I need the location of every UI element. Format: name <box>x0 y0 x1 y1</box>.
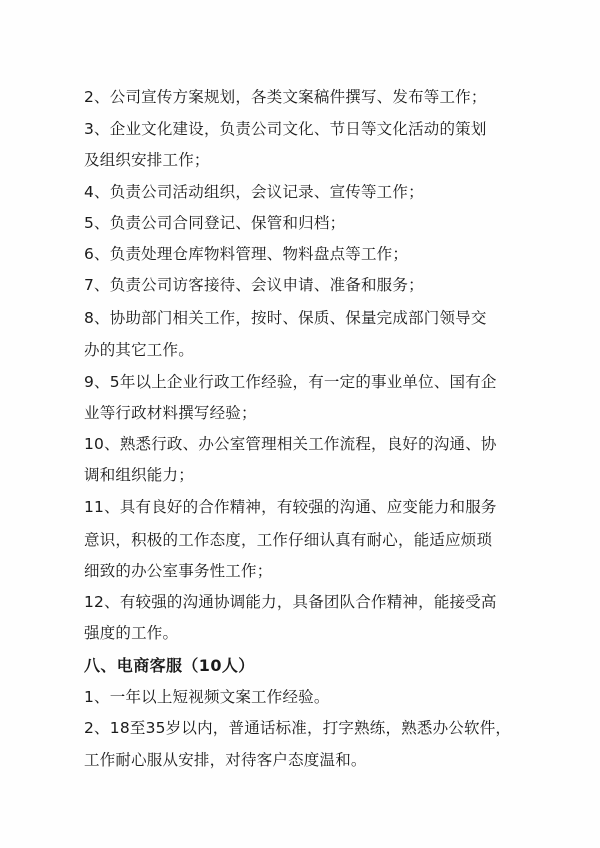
text-line: 调和组织能力； <box>84 466 194 484</box>
text-line: 细致的办公室事务性工作； <box>84 562 273 580</box>
text-line: 业等行政材料撰写经验； <box>84 404 257 422</box>
text-line: 7、负责公司访客接待、会议申请、准备和服务； <box>84 276 424 294</box>
text-line: 及组织安排工作； <box>84 151 210 169</box>
text-line: 9、5年以上企业行政工作经验，有一定的事业单位、国有企 <box>84 373 497 391</box>
text-line: 4、负责公司活动组织，会议记录、宣传等工作； <box>84 183 424 201</box>
text-line: 5、负责公司合同登记、保管和归档； <box>84 214 346 232</box>
text-line: 3、企业文化建设，负责公司文化、节日等文化活动的策划 <box>84 120 487 138</box>
section-heading: 八、电商客服（10人） <box>84 656 255 675</box>
text-line: 10、熟悉行政、办公室管理相关工作流程，良好的沟通、协 <box>84 435 497 453</box>
text-line: 2、18至35岁以内，普通话标准，打字熟练，熟悉办公软件， <box>84 719 512 737</box>
text-line: 12、有较强的沟通协调能力，具备团队合作精神，能接受高 <box>84 593 497 611</box>
text-line: 2、公司宣传方案规划，各类文案稿件撰写、发布等工作； <box>84 88 487 106</box>
text-line: 11、具有良好的合作精神，有较强的沟通、应变能力和服务 <box>84 498 497 516</box>
text-line: 办的其它工作。 <box>84 341 194 359</box>
text-line: 意识，积极的工作态度，工作仔细认真有耐心，能适应烦琐 <box>84 531 493 549</box>
text-line: 工作耐心服从安排，对待客户态度温和。 <box>84 751 367 769</box>
text-line: 8、协助部门相关工作，按时、保质、保量完成部门领导交 <box>84 309 487 327</box>
text-line: 6、负责处理仓库物料管理、物料盘点等工作； <box>84 245 409 263</box>
text-line: 1、一年以上短视频文案工作经验。 <box>84 688 330 706</box>
text-line: 强度的工作。 <box>84 624 179 642</box>
